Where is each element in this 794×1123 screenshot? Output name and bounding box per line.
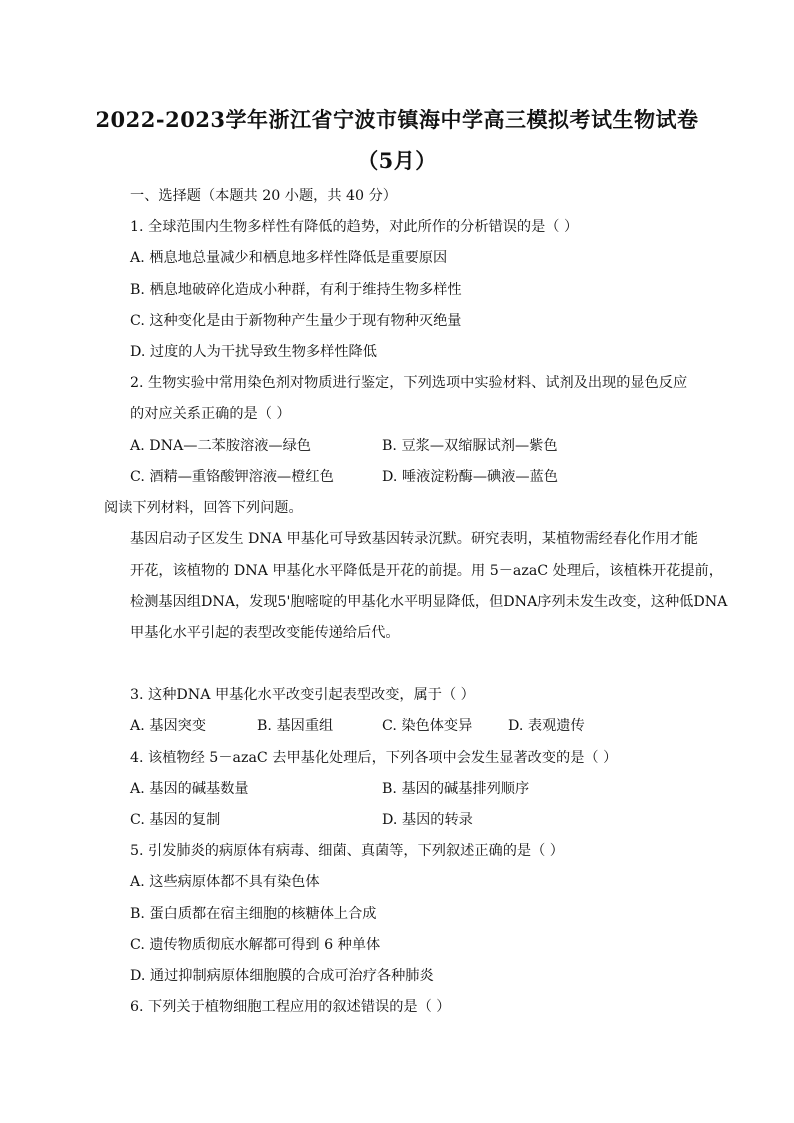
q4-option-c: C. 基因的复制 bbox=[130, 812, 221, 828]
q2-stem-line1: 2. 生物实验中常用染色剂对物质进行鉴定，下列选项中实验材料、试剂及出现的显色反应 bbox=[130, 375, 688, 391]
q2-option-c: C. 酒精—重铬酸钾溶液—橙红色 bbox=[130, 469, 334, 485]
q1-stem: 1. 全球范围内生物多样性有降低的趋势，对此所作的分析错误的是（ ） bbox=[130, 219, 579, 235]
reading-line-4: 甲基化水平引起的表型改变能传递给后代。 bbox=[130, 625, 400, 641]
q3-option-a: A. 基因突变 bbox=[130, 718, 207, 734]
section-heading: 一、选择题（本题共 20 小题，共 40 分） bbox=[130, 188, 397, 204]
q5-option-c: C. 遗传物质彻底水解都可得到 6 种单体 bbox=[130, 937, 381, 953]
q5-option-d: D. 通过抑制病原体细胞膜的合成可治疗各种肺炎 bbox=[130, 968, 434, 984]
q1-option-c: C. 这种变化是由于新物种产生量少于现有物种灭绝量 bbox=[130, 313, 462, 329]
q1-option-d: D. 过度的人为干扰导致生物多样性降低 bbox=[130, 344, 377, 360]
reading-line-3: 检测基因组DNA，发现5'胞嘧啶的甲基化水平明显降低，但DNA序列未发生改变，这种低DNA bbox=[130, 594, 728, 610]
q6-stem: 6. 下列关于植物细胞工程应用的叙述错误的是（ ） bbox=[130, 999, 451, 1015]
q1-option-b: B. 栖息地破碎化造成小种群，有利于维持生物多样性 bbox=[130, 282, 462, 298]
exam-title-month: （5月） bbox=[357, 148, 437, 173]
reading-intro: 阅读下列材料，回答下列问题。 bbox=[104, 500, 303, 516]
q5-stem: 5. 引发肺炎的病原体有病毒、细菌、真菌等，下列叙述正确的是（ ） bbox=[130, 843, 564, 859]
q2-option-a: A. DNA—二苯胺溶液—绿色 bbox=[130, 438, 311, 454]
reading-line-2: 开花，该植物的 DNA 甲基化水平降低是开花的前提。用 5－azaC 处理后，该植株开花提前， bbox=[130, 563, 723, 579]
q3-option-c: C. 染色体变异 bbox=[382, 718, 473, 734]
q5-option-b: B. 蛋白质都在宿主细胞的核糖体上合成 bbox=[130, 906, 377, 922]
q4-option-a: A. 基因的碱基数量 bbox=[130, 781, 249, 797]
q3-stem: 3. 这种DNA 甲基化水平改变引起表型改变，属于（ ） bbox=[130, 687, 475, 703]
q3-option-d: D. 表观遗传 bbox=[508, 718, 585, 734]
q4-option-b: B. 基因的碱基排列顺序 bbox=[382, 781, 530, 797]
exam-title: 2022-2023学年浙江省宁波市镇海中学高三模拟考试生物试卷 bbox=[95, 107, 699, 132]
q2-option-b: B. 豆浆—双缩脲试剂—紫色 bbox=[382, 438, 558, 454]
q2-option-d: D. 唾液淀粉酶—碘液—蓝色 bbox=[382, 469, 558, 485]
q4-stem: 4. 该植物经 5－azaC 去甲基化处理后，下列各项中会发生显著改变的是（ ） bbox=[130, 750, 618, 766]
q5-option-a: A. 这些病原体都不具有染色体 bbox=[130, 874, 320, 890]
q1-option-a: A. 栖息地总量减少和栖息地多样性降低是重要原因 bbox=[130, 250, 448, 266]
reading-line-1: 基因启动子区发生 DNA 甲基化可导致基因转录沉默。研究表明，某植物需经春化作用才能 bbox=[130, 531, 698, 547]
q3-option-b: B. 基因重组 bbox=[257, 718, 334, 734]
q4-option-d: D. 基因的转录 bbox=[382, 812, 473, 828]
q2-stem-line2: 的对应关系正确的是（ ） bbox=[130, 406, 291, 422]
